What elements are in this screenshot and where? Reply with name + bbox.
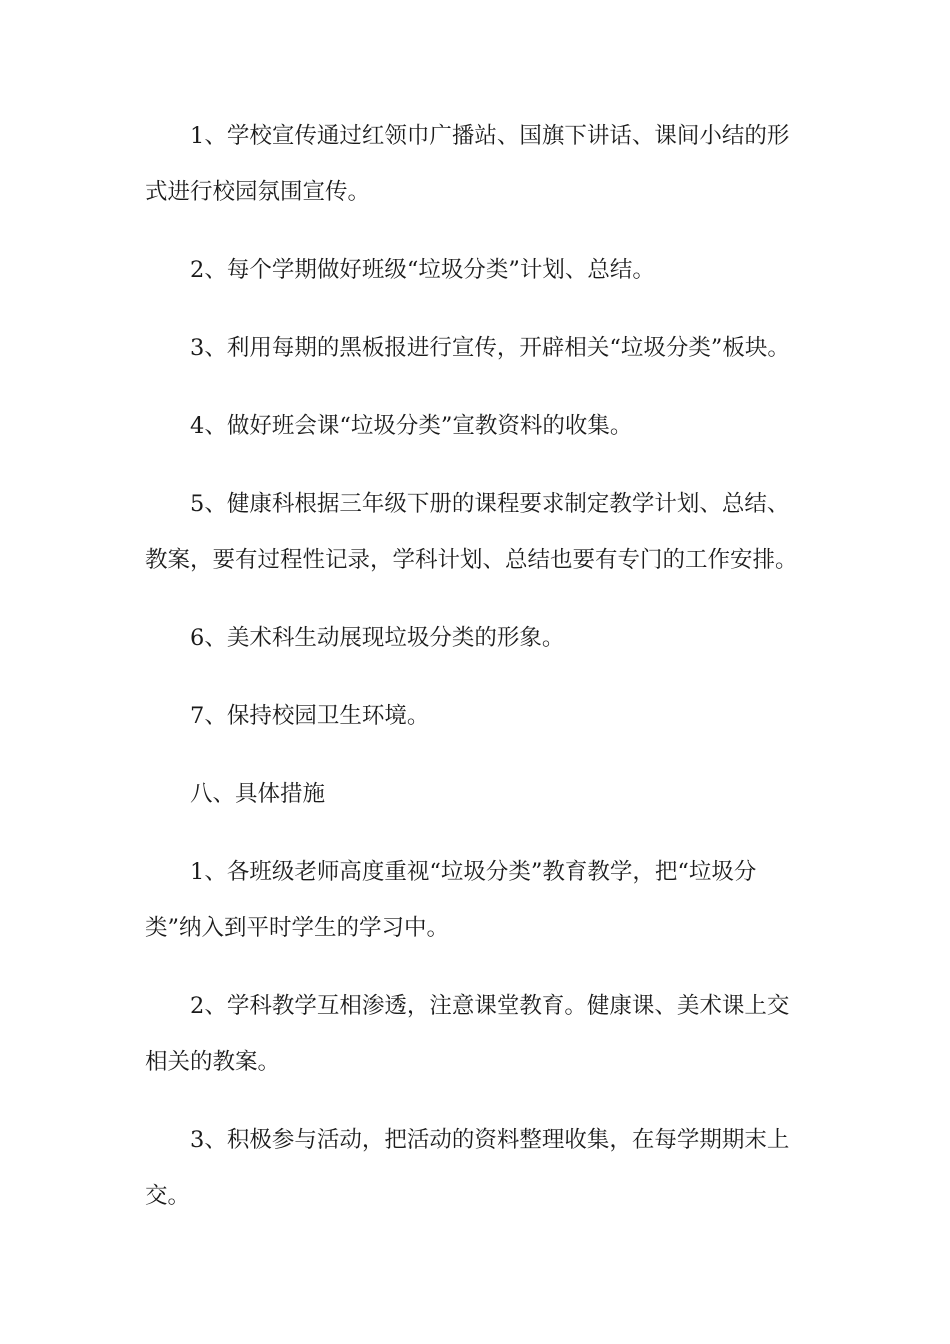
document-body: [145, 108, 810, 1246]
paragraph-health-course: 5、健康科根据三年级下册的课程要求制定教学计划、总结、教案，要有过程性记录，学科计划、总结也要有专门的工作安排。: [145, 491, 798, 573]
paragraph-blackboard: 3、利用每期的黑板报进行宣传，开辟相关“垃圾分类”板块。: [190, 335, 790, 361]
paragraph-publicity-channels: 1、学校宣传通过红领巾广播站、国旗下讲话、课间小结的形式进行校园氛围宣传。: [145, 123, 790, 205]
paragraph-activity-materials: 3、积极参与活动，把活动的资料整理收集，在每学期期末上交。: [145, 1127, 790, 1209]
paragraph-subject-integration: 2、学科教学互相渗透，注意课堂教育。健康课、美术课上交相关的教案。: [145, 993, 790, 1075]
paragraph-art-course: 6、美术科生动展现垃圾分类的形象。: [190, 625, 565, 651]
paragraph-class-plan: 2、每个学期做好班级“垃圾分类”计划、总结。: [190, 257, 655, 283]
paragraph-teacher-emphasis: 1、各班级老师高度重视“垃圾分类”教育教学，把“垃圾分类”纳入到平时学生的学习中。: [145, 859, 757, 941]
section-heading-measures: 八、具体措施: [190, 781, 326, 807]
paragraph-class-meeting: 4、做好班会课“垃圾分类”宣教资料的收集。: [190, 413, 633, 439]
paragraph-campus-hygiene: 7、保持校园卫生环境。: [190, 703, 430, 729]
